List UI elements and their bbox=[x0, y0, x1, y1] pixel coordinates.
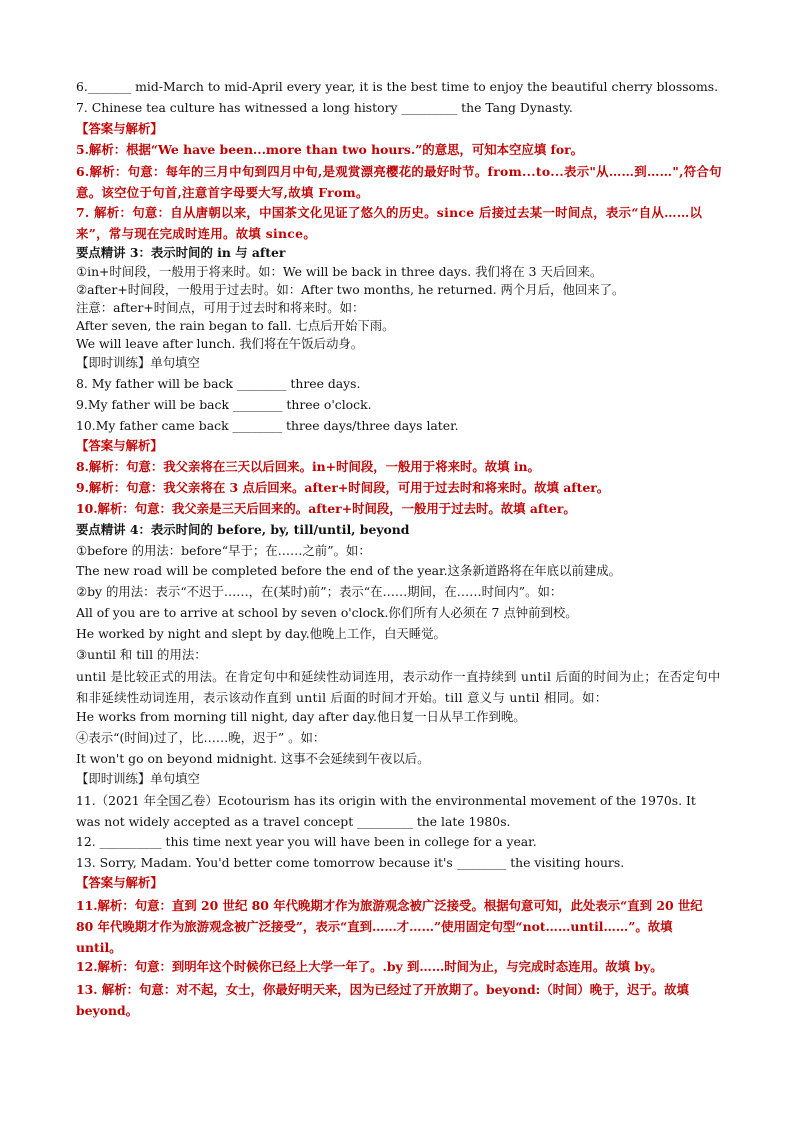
example-seven: After seven, the rain began to fall. 七点后开始下雨。 bbox=[76, 318, 395, 333]
exercise-8: 8. My father will be back ________ three days. bbox=[76, 376, 361, 391]
answer-10: 10.解析：句意：我父亲是三天后回来的。after+时间段，一般用于过去时。故填 after。 bbox=[76, 501, 576, 516]
note: 注意：after+时间点，可用于过去时和将来时。如： bbox=[76, 300, 365, 315]
rule-after: ②after+时间段，一般用于过去时。如：After two months, he returned. 两个月后，他回来了。 bbox=[76, 282, 625, 297]
answer-7: 7. 解析：句意：自从唐朝以来，中国茶文化见证了悠久的历史。since 后接过去某一时间点，表示“自从……以来”，常与现在完成时连用。故填 since。 bbox=[76, 205, 703, 241]
answer-11: 11.解析：句意：直到 20 世纪 80 年代晚期才作为旅游观念被广泛接受。根据句意可知，此处表示“直到 20 世纪 80 年代晚期才作为旅游观念被广泛接受”，表示“直到……才……”使用固定句型“not……until……”。故填 until。 bbox=[76, 898, 703, 955]
rule-beyond: ④表示“(时间)过了，比……晚，迟于” 。如： bbox=[76, 730, 326, 745]
answer-heading: 【答案与解析】 bbox=[76, 121, 163, 136]
until-explanation: until 是比较正式的用法。在肯定句中和延续性动词连用，表示动作一直持续到 until 后面的时间为止；在否定句中和非延续性动词连用，表示该动作直到 until 后面的时间才开始。till 意义与 until 相同。如： bbox=[76, 669, 721, 705]
answer-13: 13. 解析：句意：对不起，女士，你最好明天来，因为已经过了开放期了。beyond:（时间）晚于，迟于。故填 beyond。 bbox=[76, 982, 689, 1018]
answer-6: 6.解析：句意：每年的三月中旬到四月中旬,是观赏漂亮樱花的最好时节。from...to...表示"从……到……",符合句意。该空位于句首,注意首字母要大写,故填 From。 bbox=[76, 164, 722, 200]
example-by-2: He worked by night and slept by day.他晚上工作，白天睡觉。 bbox=[76, 626, 446, 641]
rule-in: ①in+时间段，一般用于将来时。如：We will be back in three days. 我们将在 3 天后回来。 bbox=[76, 264, 603, 279]
exercise-7: 7. Chinese tea culture has witnessed a long history _________ the Tang Dynasty. bbox=[76, 100, 573, 115]
exercise-6: 6._______ mid-March to mid-April every year, it is the best time to enjoy the beautiful cherry blossoms. bbox=[76, 79, 719, 94]
answer-5: 5.解析：根据“We have been...more than two hours.”的意思，可知本空应填 for。 bbox=[76, 142, 584, 157]
answer-heading: 【答案与解析】 bbox=[76, 875, 163, 890]
answer-heading: 【答案与解析】 bbox=[76, 438, 163, 453]
example-till: He works from morning till night, day after day.他日复一日从早工作到晚。 bbox=[76, 709, 526, 724]
answer-12: 12.解析：句意：到明年这个时候你已经上大学一年了。.by 到……时间为止，与完成时态连用。故填 by。 bbox=[76, 959, 663, 974]
exercise-12: 12. __________ this time next year you will have been in college for a year. bbox=[76, 834, 537, 849]
exercise-13: 13. Sorry, Madam. You'd better come tomorrow because it's ________ the visiting hours. bbox=[76, 855, 625, 870]
rule-by: ②by 的用法：表示“不迟于……，在(某时)前”；表示“在……期间，在……时间内”。如： bbox=[76, 584, 563, 599]
exercise-10: 10.My father came back ________ three days/three days later. bbox=[76, 418, 459, 433]
example-lunch: We will leave after lunch. 我们将在午饭后动身。 bbox=[76, 336, 364, 351]
answer-9: 9.解析：句意：我父亲将在 3 点后回来。after+时间段，可用于过去时和将来时。故填 after。 bbox=[76, 480, 610, 495]
practice-heading: 【即时训练】单句填空 bbox=[76, 355, 200, 370]
section-heading-3: 要点精讲 3：表示时间的 in 与 after bbox=[76, 245, 286, 260]
exercise-9: 9.My father will be back ________ three o'clock. bbox=[76, 397, 372, 412]
example-before: The new road will be completed before the end of the year.这条新道路将在年底以前建成。 bbox=[76, 563, 622, 578]
answer-8: 8.解析：句意：我父亲将在三天以后回来。in+时间段，一般用于将来时。故填 in。 bbox=[76, 459, 540, 474]
example-by-1: All of you are to arrive at school by seven o'clock.你们所有人必须在 7 点钟前到校。 bbox=[76, 605, 578, 620]
example-beyond: It won't go on beyond midnight. 这事不会延续到午夜以后。 bbox=[76, 751, 430, 766]
exercise-11: 11.（2021 年全国乙卷）Ecotourism has its origin with the environmental movement of the 1970s. It was not widely accepted as a travel concept _________ the late 1980s. bbox=[76, 793, 696, 829]
rule-until-till: ③until 和 till 的用法： bbox=[76, 647, 207, 662]
practice-heading: 【即时训练】单句填空 bbox=[76, 771, 200, 786]
section-heading-4: 要点精讲 4：表示时间的 before, by, till/until, beyond bbox=[76, 522, 410, 537]
rule-before: ①before 的用法：before“早于；在……之前”。如： bbox=[76, 543, 371, 558]
